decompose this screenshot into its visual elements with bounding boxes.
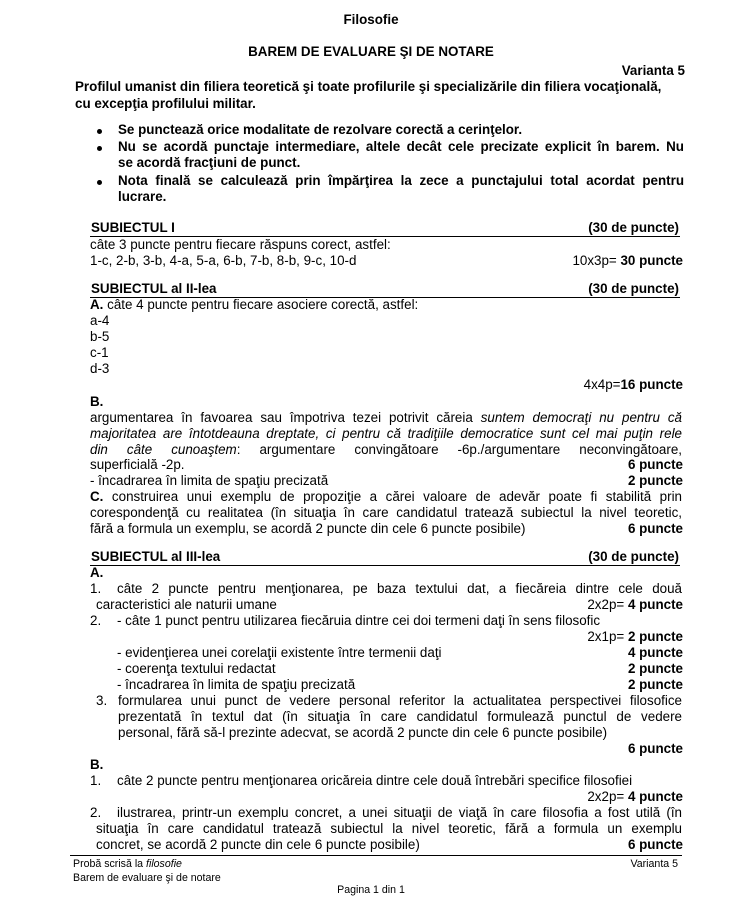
thesis-quote: suntem democraţi nu pentru că xyxy=(480,410,683,425)
score-formula: 2x2p= xyxy=(587,597,625,612)
section-3b-2-line-1: ilustrarea, printr-un exemplu concret, a unei situaţii de viaţă în care filosofia a fost utilă (în xyxy=(117,805,682,820)
pair-4: d-3 xyxy=(90,361,110,376)
section-3a-2-item-3: - încadrarea în limita de spaţiu precizată xyxy=(117,677,356,692)
section-3b-1-score xyxy=(587,789,683,804)
section-2c-score: 6 puncte xyxy=(627,521,683,536)
score-total: 4 puncte xyxy=(624,597,683,612)
score-formula: 2x2p= xyxy=(587,789,625,804)
section-1-points: (30 de puncte) xyxy=(588,220,679,235)
section-2-title: SUBIECTUL al II-lea xyxy=(91,281,217,296)
section-3b-1-line-1: câte 2 puncte pentru menţionarea oricăreia dintre cele două întrebări specifice filosofiei xyxy=(117,773,633,788)
footer-barem: Barem de evaluare şi de notare xyxy=(73,872,221,884)
section-2c-line-3: fără a formula un exemplu, se acordă 2 puncte din cele 6 puncte posibile) xyxy=(90,521,526,536)
section-3-points: (30 de puncte) xyxy=(588,549,679,564)
section-2a-score xyxy=(584,377,683,392)
variant-label: Varianta 5 xyxy=(621,63,685,78)
section-3b-label: B. xyxy=(90,757,104,772)
section-3a-3-line-1: formularea unui punct de vedere personal referitor la actualitatea perspectivei filosofice xyxy=(118,693,682,708)
rule-2-line-2: se acordă fracţiuni de punct. xyxy=(118,155,301,170)
item-label: A. xyxy=(90,297,104,312)
section-3-title: SUBIECTUL al III-lea xyxy=(91,549,221,564)
footer-exam xyxy=(73,858,182,870)
section-3a-2-item-3-score: 2 puncte xyxy=(627,677,683,692)
score-total: 16 puncte xyxy=(620,377,683,392)
bullet-icon xyxy=(97,129,102,134)
section-2b-line-1 xyxy=(90,410,682,425)
profile-line-1: Profilul umanist din filiera teoretică şi toate profilurile şi specializările din filiera vocaţională, xyxy=(75,79,662,94)
pair-2: b-5 xyxy=(90,329,110,344)
pair-1: a-4 xyxy=(90,313,110,328)
text-segment: : argumentare convingătoare -6p./argumentare neconvingătoare, xyxy=(236,442,683,457)
page-number: Pagina 1 din 1 xyxy=(337,884,405,896)
section-2b-line-5: - încadrarea în limita de spaţiu precizată xyxy=(90,473,329,488)
section-3a-1-line-2: caracteristici ale naturii umane xyxy=(96,597,277,612)
score-total: 30 puncte xyxy=(616,253,683,268)
text-segment: construirea unui exemplu de propoziţie a cărei valoare de adevăr poate fi stabilită prin xyxy=(103,489,682,504)
section-1-score xyxy=(572,253,683,268)
item-number: 3. xyxy=(96,693,108,708)
section-3a-3-line-3: personal, fără să-l prezinte adecvat, se acordă 2 puncte din cele 6 puncte posibile) xyxy=(118,725,608,740)
section-3a-2-line-1: - câte 1 punct pentru utilizarea fiecăruia dintre cei doi termeni daţi în sens filosofic xyxy=(117,613,601,628)
section-2b-label: B. xyxy=(90,394,104,409)
item-text: câte 4 puncte pentru fiecare asociere corectă, astfel: xyxy=(103,297,419,312)
item-number: 1. xyxy=(90,581,102,596)
pair-3: c-1 xyxy=(90,345,109,360)
section-2c-line-1 xyxy=(90,489,682,504)
section-2-points: (30 de puncte) xyxy=(588,281,679,296)
score-formula: 4x4p= xyxy=(583,377,621,392)
section-1-answers: 1-c, 2-b, 3-b, 4-a, 5-a, 6-b, 7-b, 8-b, 9-c, 10-d xyxy=(90,253,357,268)
section-3a-3-line-2: prezentată în textul dat (în situaţia în care candidatul formulează punctul de vedere xyxy=(118,709,682,724)
item-number: 2. xyxy=(90,805,102,820)
section-1-instruction: câte 3 puncte pentru fiecare răspuns corect, astfel: xyxy=(90,237,391,252)
score-total: 4 puncte xyxy=(624,789,683,804)
section-3b-2-score: 6 puncte xyxy=(627,837,683,852)
section-3a-1-line-1: câte 2 puncte pentru menţionarea, pe baza textului dat, a fiecăreia dintre cele două xyxy=(117,581,682,596)
rule-2-line-1: Nu se acordă punctaje intermediare, altele decât cele precizate explicit în barem. Nu xyxy=(118,139,684,154)
footer-variant: Varianta 5 xyxy=(630,858,678,870)
rule-1: Se punctează orice modalitate de rezolvare corectă a cerinţelor. xyxy=(118,122,523,137)
bullet-icon xyxy=(97,146,102,151)
section-3b-2-line-2: situaţia în care candidatul tratează subiectul la nivel teoretic, fără a formula un exemplu xyxy=(96,821,682,836)
item-number: 2. xyxy=(90,613,102,628)
item-number: 1. xyxy=(90,773,102,788)
section-3a-2-score xyxy=(587,629,683,644)
text-segment: argumentarea în favoarea sau împotriva tezei potrivit căreia xyxy=(90,410,481,425)
subject-name: filosofie xyxy=(146,858,182,870)
section-2c-line-2: corespondenţă cu realitatea (în situaţia în care candidatul tratează subiectul la nivel teoretic, xyxy=(90,505,682,520)
document-title: BAREM DE EVALUARE ŞI DE NOTARE xyxy=(248,44,494,59)
item-label: C. xyxy=(90,489,104,504)
section-2b-line-2: majoritatea are întotdeauna dreptate, ci pentru că tradiţiile democratice sunt cel mai puţin rele xyxy=(90,426,682,441)
rule-3-line-2: lucrare. xyxy=(118,189,167,204)
section-2b-space-score: 2 puncte xyxy=(627,473,683,488)
section-3b-2-line-3: concret, se acordă 2 puncte din cele 6 puncte posibile) xyxy=(96,837,420,852)
section-2b-score: 6 puncte xyxy=(627,457,683,472)
section-3a-2-item-1: - evidenţierea unei corelaţii existente între termenii daţi xyxy=(117,645,442,660)
section-1-title: SUBIECTUL I xyxy=(91,220,175,235)
section-3-divider xyxy=(90,565,680,566)
profile-line-2: cu excepţia profilului militar. xyxy=(75,96,256,111)
section-3a-1-score xyxy=(587,597,683,612)
score-total: 2 puncte xyxy=(624,629,683,644)
subject-title: Filosofie xyxy=(343,12,399,27)
thesis-quote: din câte cunoaştem xyxy=(90,442,237,457)
score-formula: 10x3p= xyxy=(572,253,617,268)
section-3a-2-item-2: - coerenţa textului redactat xyxy=(117,661,276,676)
section-2b-line-4: superficială -2p. xyxy=(90,457,185,472)
rule-3-line-1: Nota finală se calculează prin împărţirea la zece a punctajului total acordat pentru xyxy=(118,173,684,188)
section-3a-2-item-1-score: 4 puncte xyxy=(627,645,683,660)
score-formula: 2x1p= xyxy=(587,629,625,644)
section-3a-3-score: 6 puncte xyxy=(627,741,683,756)
section-3a-label: A. xyxy=(90,565,104,580)
text-segment: Probă scrisă la xyxy=(73,858,147,870)
bullet-icon xyxy=(97,180,102,185)
section-2b-line-3 xyxy=(90,442,682,457)
section-2a-instruction xyxy=(90,297,418,312)
section-3a-2-item-2-score: 2 puncte xyxy=(627,661,683,676)
footer-divider xyxy=(70,855,682,856)
